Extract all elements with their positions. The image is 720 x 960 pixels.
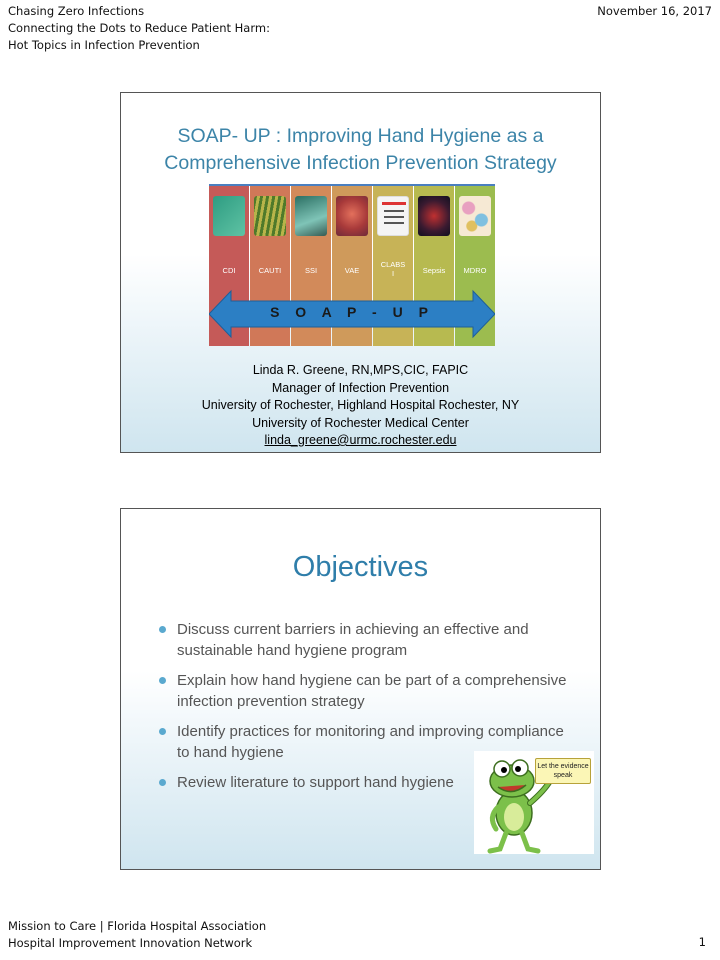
slide-1-title: [121, 123, 600, 177]
slide-1-title-line-2: Comprehensive Infection Prevention Strategy: [164, 152, 557, 174]
header-line-3: Hot Topics in Infection Prevention: [8, 38, 200, 52]
column-label: SSI: [304, 266, 318, 275]
header-date: November 16, 2017: [597, 4, 712, 18]
column-label: VAE: [344, 266, 360, 275]
column-label: CDI: [222, 266, 236, 275]
footer-line-1: Mission to Care | Florida Hospital Association: [8, 919, 267, 933]
bacteria-image: [254, 196, 286, 236]
blood-cells-image: [418, 196, 450, 236]
list-item-text: Review literature to support hand hygiene: [177, 774, 454, 791]
column-label: Sepsis: [422, 266, 446, 275]
header-line-2: Connecting the Dots to Reduce Patient Harm:: [8, 21, 270, 35]
arrow-label: S O A P - U P: [270, 304, 434, 320]
list-item-text: Identify practices for monitoring and improving compliance to hand hygiene: [177, 723, 564, 761]
list-item: [159, 619, 579, 661]
sponge-image: [213, 196, 245, 236]
page-number: 1: [698, 935, 706, 949]
bacteria-cluster-image: [459, 196, 491, 236]
slide-2-title: Objectives: [292, 551, 429, 583]
handout-header: [8, 3, 270, 54]
bullet-icon: [159, 779, 166, 786]
footer-line-2: Hospital Improvement Innovation Network: [8, 936, 253, 950]
slide-1: [120, 92, 601, 453]
surgery-image: [295, 196, 327, 236]
bullet-icon: [159, 677, 166, 684]
presenter-org-2: University of Rochester Medical Center: [252, 415, 469, 430]
presenter-name: Linda R. Greene, RN,MPS,CIC, FAPIC: [252, 363, 469, 377]
list-item-text: Discuss current barriers in achieving an effective and sustainable hand hygiene program: [177, 621, 529, 659]
bullet-icon: [159, 626, 166, 633]
column-label: CLABS I: [380, 260, 406, 278]
speech-bubble: Let the evidence speak: [535, 758, 591, 784]
presenter-info: [121, 362, 600, 450]
header-line-1: Chasing Zero Infections: [8, 4, 145, 18]
bullet-icon: [159, 728, 166, 735]
list-item: [159, 670, 579, 712]
list-item-text: Explain how hand hygiene can be part of a comprehensive infection prevention strategy: [177, 672, 567, 710]
presenter-org-1: University of Rochester, Highland Hospital Rochester, NY: [201, 398, 520, 412]
handout-footer: [8, 918, 266, 952]
presenter-role: Manager of Infection Prevention: [271, 380, 450, 395]
slide-1-title-line-1: SOAP- UP : Improving Hand Hygiene as a: [177, 125, 544, 147]
lungs-image: [336, 196, 368, 236]
warning-sign-image: [377, 196, 409, 236]
presenter-email-link[interactable]: linda_greene@urmc.rochester.edu: [264, 433, 457, 447]
column-label: CAUTI: [258, 266, 282, 275]
column-label: MDRO: [463, 266, 487, 275]
slide-2: [120, 508, 601, 870]
